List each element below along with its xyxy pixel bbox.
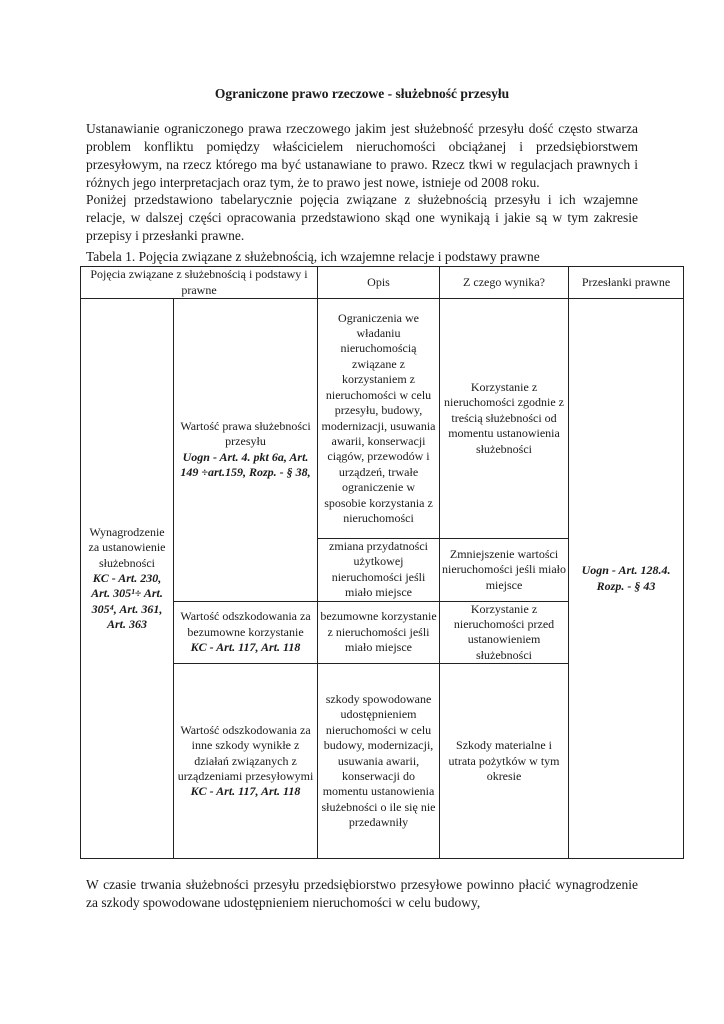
premises-cell [569, 299, 684, 859]
concept-ref: Uogn - Art. 4. pkt 6a, Art. 149 ÷art.159, Rozp. - § 38, [180, 449, 311, 480]
group-ref: KC - Art. 230, Art. 305¹÷ Art. 305⁴, Art. 361, Art. 363 [91, 570, 163, 632]
group-label: Wynagrodzenie za ustanowienie służebności [88, 524, 166, 570]
description-cell: bezumowne korzystanie z nieruchomości jeśli miało miejsce [318, 601, 440, 664]
table-caption: Tabela 1. Pojęcia związane z służebnością, ich wzajemne relacje i podstawy prawne [86, 249, 540, 264]
concept-label: Wartość odszkodowania za inne szkody wynikłe z działań związanych z urządzeniami przesyłowymi [177, 722, 314, 783]
source-cell: Korzystanie z nieruchomości zgodnie z treścią służebności od momentu ustanowienia służebności [440, 299, 569, 539]
table-row [81, 299, 684, 539]
paragraph-continuation: W czasie trwania służebności przesyłu przedsiębiorstwo przesyłowe powinno płacić wynagrodzenie za szkody spowodowane udostępnieniem nieruchomości w celu budowy, [86, 877, 638, 910]
description-cell: Ograniczenia we władaniu nieruchomością związane z korzystaniem z nieruchomości w celu przesyłu, budowy, modernizacji, usuwania awarii, konserwacji ciągów, przewodów i urządzeń, trwałe ograniczenie w sposobie korzystania z nieruchomości [318, 299, 440, 539]
concept-cell [174, 299, 318, 602]
concept-cell [174, 664, 318, 859]
header-description: Opis [318, 267, 440, 299]
paragraph-intro: Ustanawianie ograniczonego prawa rzeczowego jakim jest służebność przesyłu dość często stwarza problem konfliktu pomiędzy właścicielem nieruchomości obciążanej i przedsiębiorstwem przesyłowym, na rzecz którego ma być ustanawiane to prawo. Rzecz tkwi w regulacjach prawnych i różnych jego interpretacjach oraz tym, że to prawo jest nowe, istnieje od 2008 roku. [86, 121, 638, 190]
premises-ref: Uogn - Art. 128.4. Rozp. - § 43 [581, 563, 671, 593]
header-premises: Przesłanki prawne [569, 267, 684, 299]
source-cell: Korzystanie z nieruchomości przed ustanowieniem służebności [440, 601, 569, 664]
source-cell: Szkody materialne i utrata pożytków w tym okresie [440, 664, 569, 859]
paragraph-table-intro: Poniżej przedstawiono tabelarycznie pojęcia związane z służebnością przesyłu i ich wzajemne relacje, w dalszej części opracowania przedstawiono skąd one wynikają i jakie są w tym zakresie przepisy i przesłanki prawne. [86, 192, 638, 243]
concepts-table [80, 266, 684, 859]
document-title: Ograniczone prawo rzeczowe - służebność przesyłu [214, 86, 510, 101]
header-concepts: Pojęcia związane z służebnością i podstawy i prawne [81, 267, 318, 299]
description-cell: szkody spowodowane udostępnieniem nieruchomości w celu budowy, modernizacji, usuwania awarii, konserwacji do momentu ustanowienia służebności o ile się nie przedawniły [318, 664, 440, 859]
header-source: Z czego wynika? [440, 267, 569, 299]
source-cell: Zmniejszenie wartości nieruchomości jeśli miało miejsce [440, 539, 569, 602]
concept-ref: KC - Art. 117, Art. 118 [190, 640, 301, 655]
concept-ref: KC - Art. 117, Art. 118 [190, 784, 301, 799]
concept-cell [174, 601, 318, 664]
concept-label: Wartość odszkodowania za bezumowne korzystanie [180, 609, 311, 639]
description-cell: zmiana przydatności użytkowej nieruchomości jeśli miało miejsce [318, 539, 440, 602]
concept-label: Wartość prawa służebności przesyłu [180, 419, 311, 449]
group-cell [81, 299, 174, 859]
table-header-row [81, 267, 684, 299]
